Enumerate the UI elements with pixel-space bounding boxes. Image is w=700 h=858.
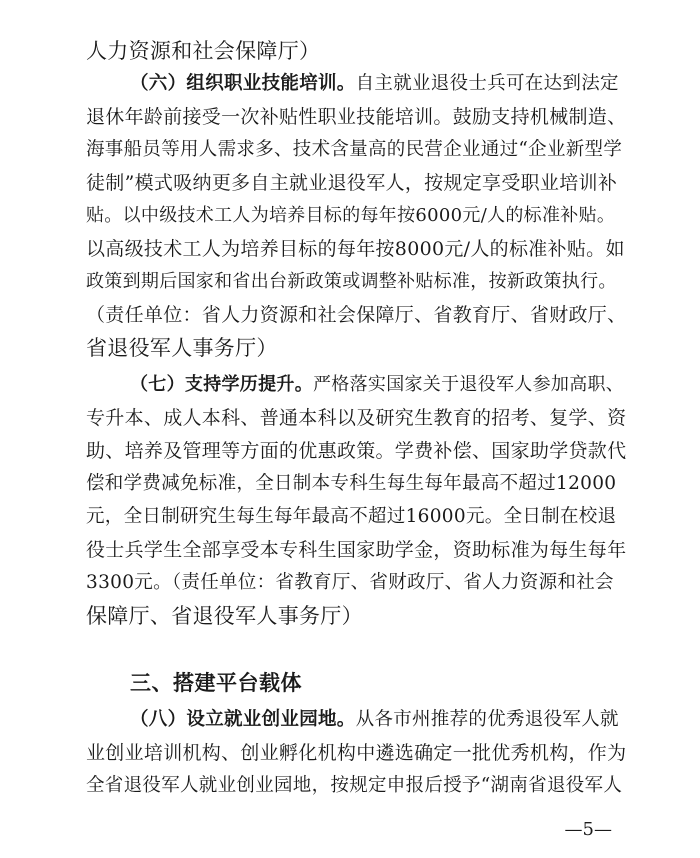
section-six-first-line <box>130 69 626 99</box>
paragraph-line: 徒制”模式吸纳更多自主就业退役军人，按规定享受职业培训补 <box>86 172 618 194</box>
paragraph-line: 海事船员等用人需求多、技术含量高的民营企业通过“企业新型学 <box>86 139 623 160</box>
paragraph-line: 以高级技术工人为培养目标的每年按8000元/人的标准补贴。如 <box>86 238 625 260</box>
section-eight-title: （八）设立就业创业园地。 <box>130 709 356 730</box>
paragraph-line: 元，全日制研究生每生每年最高不超过16000元。全日制在校退 <box>86 506 617 527</box>
paragraph-line: 业创业培训机构、创业孵化机构中遴选确定一批优秀机构，作为 <box>86 742 627 764</box>
paragraph-line: 省退役军人事务厅） <box>86 336 278 360</box>
paragraph-line: 助、培养及管理等方面的优惠政策。学费补偿、国家助学贷款代 <box>86 440 627 462</box>
section-seven-first-line <box>130 370 626 400</box>
paragraph-line: 专升本、成人本科、普通本科以及研究生教育的招考、复学、资 <box>86 407 627 429</box>
chapter-three-heading: 三、搭建平台载体 <box>130 671 302 695</box>
page-number: —5— <box>564 819 612 840</box>
paragraph-line: 贴。以中级技术工人为培养目标的每年按6000元/人的标准补贴。 <box>86 205 616 226</box>
paragraph-line: 人力资源和社会保障厅） <box>86 39 321 63</box>
paragraph-line: 保障厅、省退役军人事务厅） <box>86 604 363 628</box>
paragraph-line: 从各市州推荐的优秀退役军人就 <box>355 709 619 730</box>
paragraph-line: （责任单位：省人力资源和社会保障厅、省教育厅、省财政厅、 <box>86 304 627 326</box>
section-six-title: （六）组织职业技能培训。 <box>130 73 356 94</box>
paragraph-line: 严格落实国家关于退役军人参加高职、 <box>313 374 625 395</box>
paragraph-line: 3300元。（责任单位：省教育厅、省财政厅、省人力资源和社会 <box>86 572 614 593</box>
paragraph-line: 政策到期后国家和省出台新政策或调整补贴标准，按新政策执行。 <box>86 271 617 292</box>
paragraph-line: 役士兵学生全部享受本专科生国家助学金，资助标准为每生每年 <box>86 539 627 561</box>
paragraph-line: 全省退役军人就业创业园地，按规定申报后授予“湖南省退役军人 <box>86 775 623 796</box>
section-seven-title: （七）支持学历提升。 <box>130 374 313 395</box>
paragraph-line: 偿和学费减免标准，全日制本专科生每生每年最高不超过12000 <box>86 473 617 494</box>
paragraph-line: 退休年龄前接受一次补贴性职业技能培训。鼓励支持机械制造、 <box>86 106 627 128</box>
section-eight-first-line <box>130 705 626 735</box>
paragraph-line: 自主就业退役士兵可在达到法定 <box>355 73 619 94</box>
